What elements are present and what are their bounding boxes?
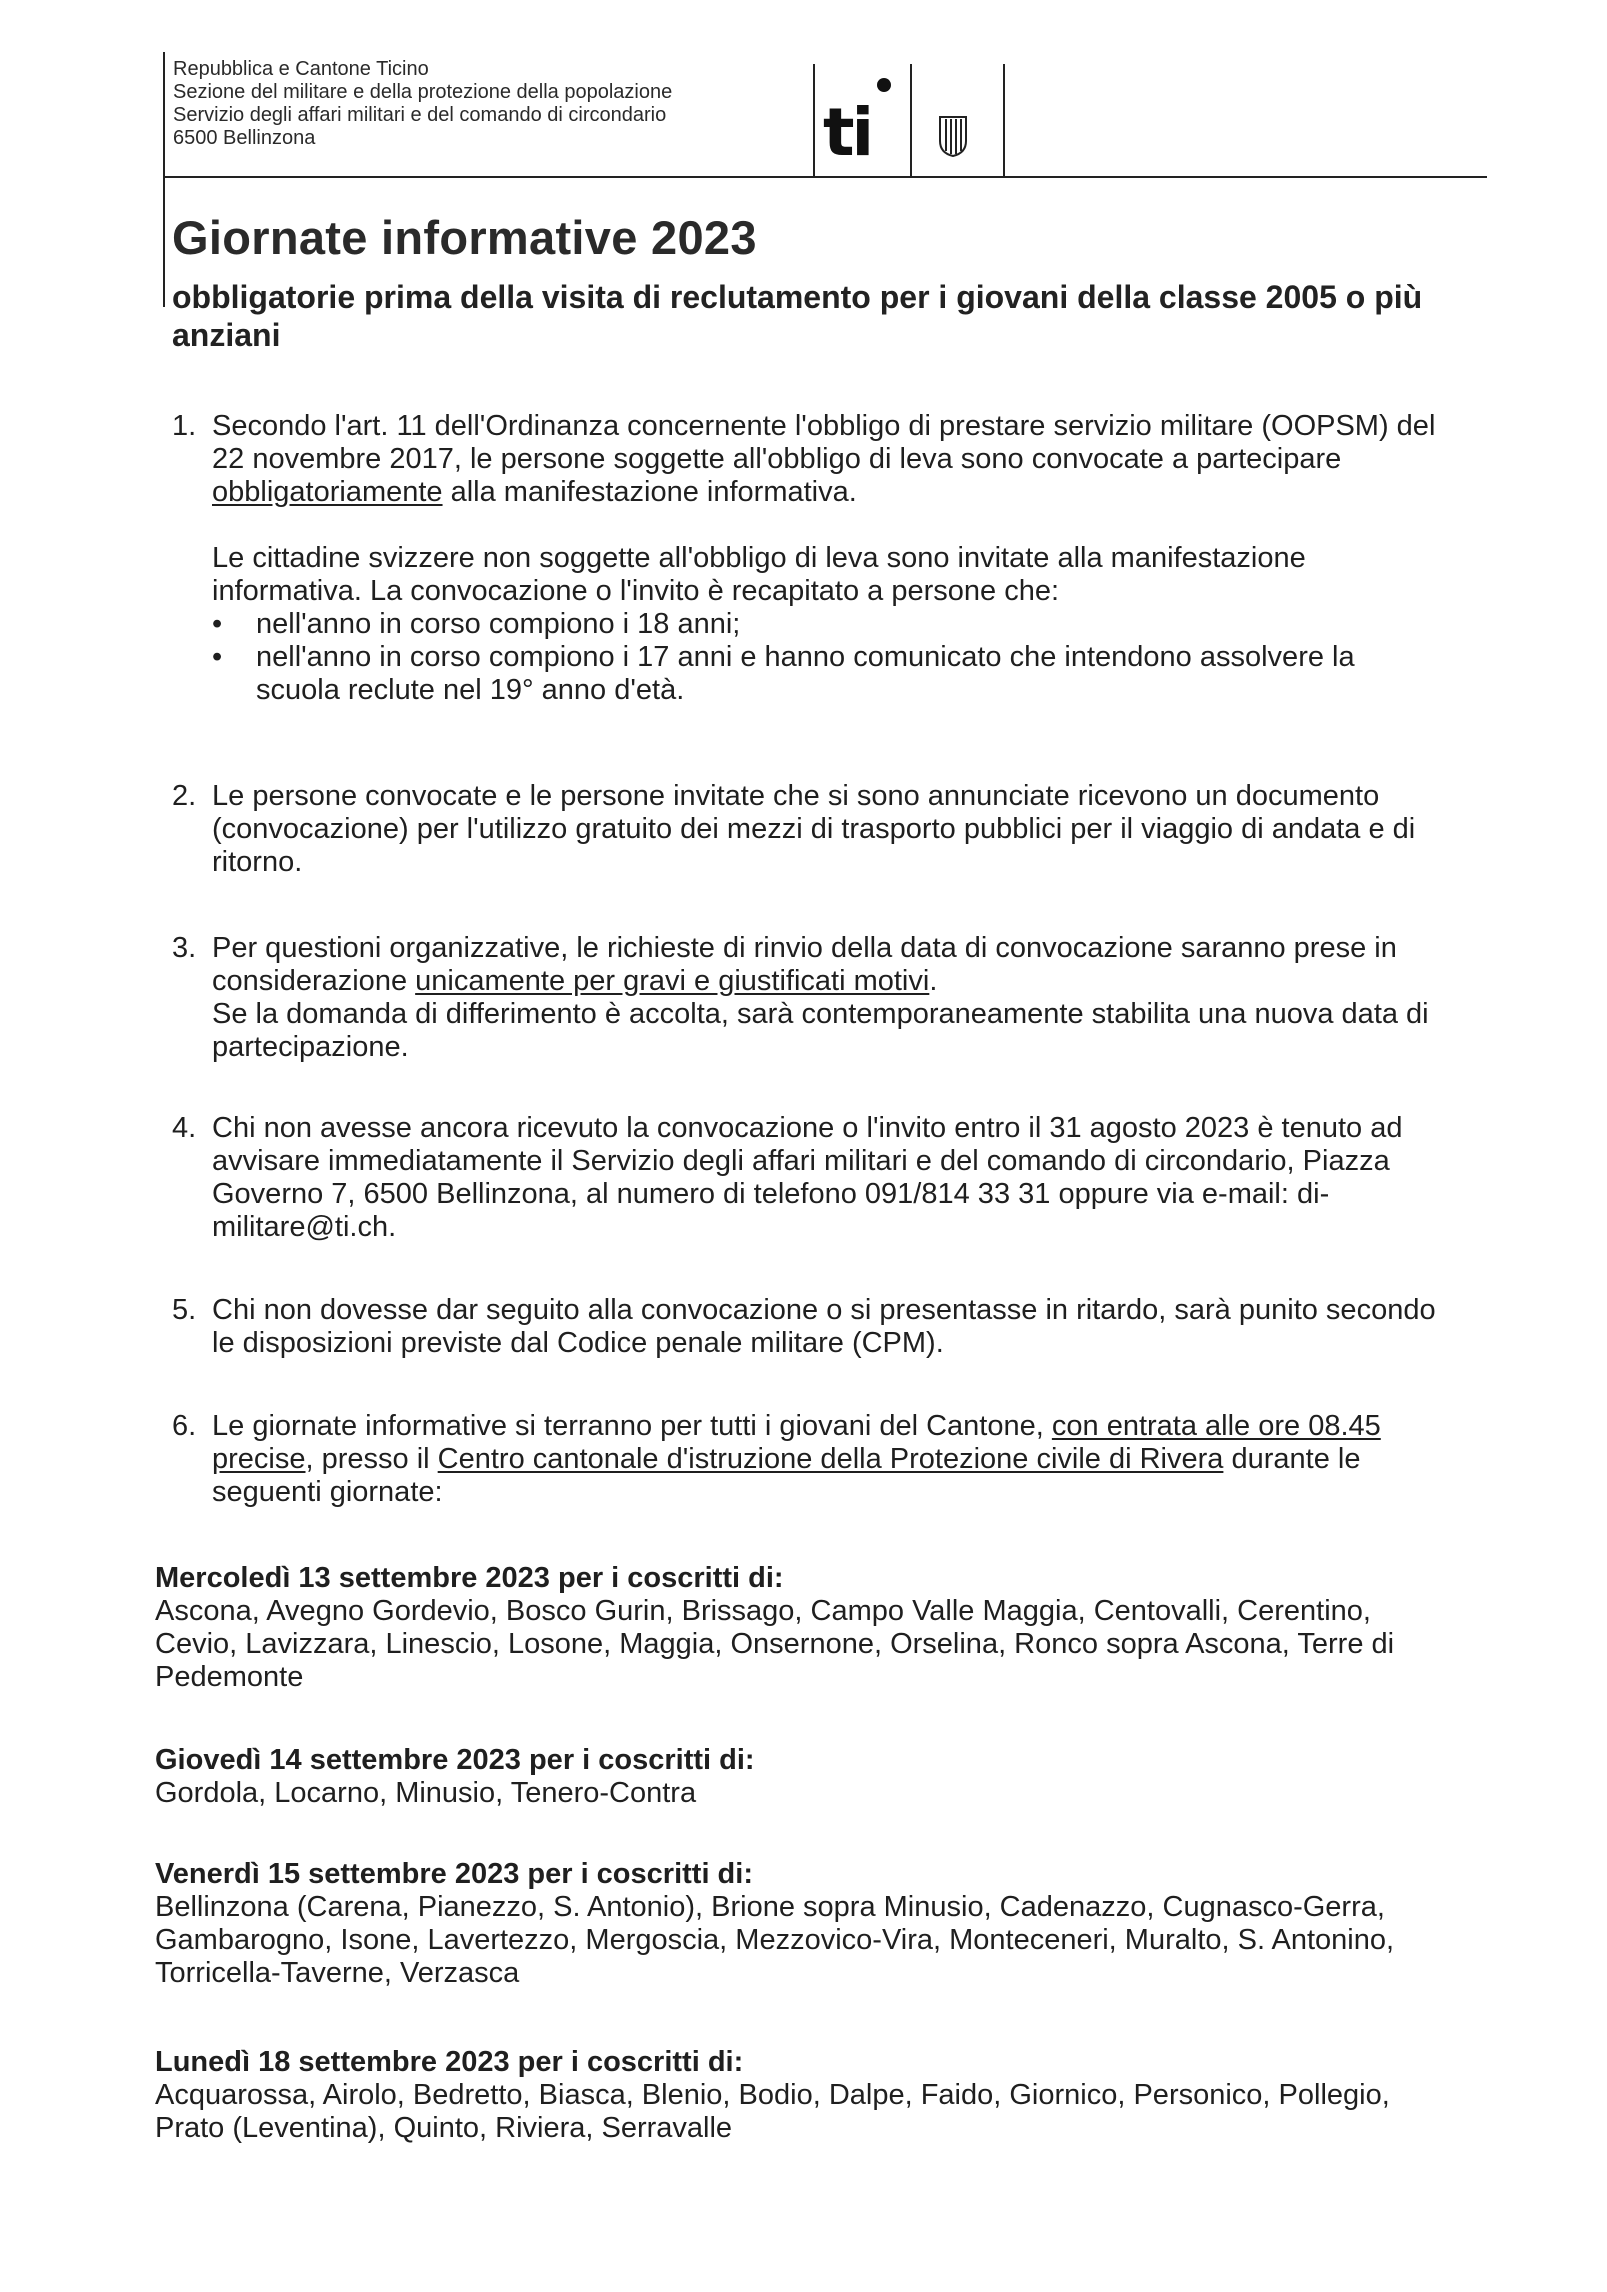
bullet-item: • nell'anno in corso compiono i 17 anni e hanno comunicato che intendono assolvere la scuola reclute nel 19° anno d'età.	[212, 641, 1437, 707]
letterhead-line: 6500 Bellinzona	[173, 127, 316, 149]
letterhead	[173, 58, 672, 150]
list-item-5	[172, 1294, 1437, 1360]
schedule-day-places: Gordola, Locarno, Minusio, Tenero-Contra	[155, 1777, 697, 1809]
schedule-day-places: Ascona, Avegno Gordevio, Bosco Gurin, Brissago, Campo Valle Maggia, Centovalli, Cerentino, Cevio, Lavizzara, Linescio, Losone, Maggia, Onsernone, Orselina, Ronco sopra Ascona, Terre di Pedemonte	[155, 1595, 1395, 1693]
item-paragraph: Le persone convocate e le persone invitate che si sono annunciate ricevono un documento (convocazione) per l'utilizzo gratuito dei mezzi di trasporto pubblici per il viaggio di andata e di ritorno.	[212, 780, 1416, 878]
item-number: 3.	[172, 932, 197, 964]
item-text-underlined: unicamente per gravi e giustificati motivi	[415, 965, 930, 997]
item-paragraph: Chi non dovesse dar seguito alla convocazione o si presentasse in ritardo, sarà punito secondo le disposizioni previste dal Codice penale militare (CPM).	[212, 1294, 1436, 1359]
item-text: Per questioni organizzative, le richieste di rinvio della data di convocazione saranno prese in considerazione	[212, 932, 1397, 997]
item-number: 4.	[172, 1112, 197, 1144]
item-text: durante le seguenti giornate:	[212, 1443, 1361, 1508]
list-item-2	[172, 780, 1437, 879]
letterhead-line: Repubblica e Cantone Ticino	[173, 58, 429, 80]
letterhead-divider	[1003, 64, 1005, 176]
schedule-day-4	[155, 2046, 1455, 2145]
item-number: 5.	[172, 1294, 197, 1326]
schedule-day-heading: Mercoledì 13 settembre 2023 per i coscritti di:	[155, 1562, 784, 1594]
list-item-4	[172, 1112, 1437, 1244]
letterhead-left-rule	[163, 52, 165, 307]
letterhead-divider	[910, 64, 912, 176]
ticino-logo-text: ti	[823, 94, 872, 171]
letterhead-bottom-rule	[163, 176, 1487, 178]
schedule-day-3	[155, 1858, 1455, 1990]
item-text: , presso il	[305, 1443, 438, 1475]
ticino-shield-icon	[938, 115, 968, 157]
list-item-6	[172, 1410, 1437, 1509]
item-text: alla manifestazione informativa.	[442, 476, 857, 508]
item-text: .	[929, 965, 938, 997]
bullet-item: • nell'anno in corso compiono i 18 anni;	[212, 608, 1437, 641]
list-item-1	[172, 410, 1437, 707]
item-paragraph	[212, 1410, 1437, 1509]
item-text-underlined: Centro cantonale d'istruzione della Protezione civile di Rivera	[437, 1443, 1224, 1475]
schedule-day-1	[155, 1562, 1455, 1694]
item-text-underlined: obbligatoriamente	[212, 476, 443, 508]
letterhead-divider	[813, 64, 815, 176]
bullet-list	[212, 608, 1437, 707]
item-paragraph	[212, 932, 1437, 998]
schedule-day-places: Acquarossa, Airolo, Bedretto, Biasca, Blenio, Bodio, Dalpe, Faido, Giornico, Personico, Pollegio, Prato (Leventina), Quinto, Riviera, Serravalle	[155, 2079, 1390, 2144]
item-number: 1.	[172, 410, 197, 442]
schedule-day-heading: Giovedì 14 settembre 2023 per i coscritti di:	[155, 1744, 755, 1776]
page-subtitle: obbligatorie prima della visita di reclutamento per i giovani della classe 2005 o più anziani	[172, 279, 1423, 353]
item-number: 6.	[172, 1410, 197, 1442]
item-paragraph: Se la domanda di differimento è accolta, sarà contemporaneamente stabilita una nuova data di partecipazione.	[212, 998, 1429, 1063]
schedule-day-2	[155, 1744, 1455, 1810]
item-number: 2.	[172, 780, 197, 812]
item-text-underlined: con entrata alle ore 08.45 precise	[212, 1410, 1381, 1475]
letterhead-line: Sezione del militare e della protezione della popolazione	[173, 81, 673, 103]
page-title: Giornate informative 2023	[172, 211, 757, 264]
item-paragraph: Chi non avesse ancora ricevuto la convocazione o l'invito entro il 31 agosto 2023 è tenuto ad avvisare immediatamente il Servizio degli affari militari e del comando di circondario, Piazza Governo 7, 6500 Bellinzona, al numero di telefono 091/814 33 31 oppure via e-mail: di-militare@ti.ch.	[212, 1112, 1403, 1243]
schedule-day-places: Bellinzona (Carena, Pianezzo, S. Antonio), Brione sopra Minusio, Cadenazzo, Cugnasco-Gerra, Gambarogno, Isone, Lavertezzo, Mergoscia, Mezzovico-Vira, Monteceneri, Muralto, S. Antonino, Torricella-Taverne, Verzasca	[155, 1891, 1395, 1989]
item-paragraph: Le cittadine svizzere non soggette all'obbligo di leva sono invitate alla manifestazione informativa. La convocazione o l'invito è recapitato a persone che:	[212, 542, 1306, 607]
item-text: Secondo l'art. 11 dell'Ordinanza concernente l'obbligo di prestare servizio militare (OOPSM) del 22 novembre 2017, le persone soggette all'obbligo di leva sono convocate a partecipare	[212, 410, 1436, 475]
schedule-day-heading: Lunedì 18 settembre 2023 per i coscritti di:	[155, 2046, 744, 2078]
item-paragraph	[212, 410, 1437, 509]
letterhead-line: Servizio degli affari militari e del comando di circondario	[173, 104, 667, 126]
item-text: Le giornate informative si terranno per tutti i giovani del Cantone,	[212, 1410, 1052, 1442]
schedule-day-heading: Venerdì 15 settembre 2023 per i coscritti di:	[155, 1858, 753, 1890]
ticino-logo-icon	[877, 78, 891, 92]
list-item-3	[172, 932, 1437, 1064]
